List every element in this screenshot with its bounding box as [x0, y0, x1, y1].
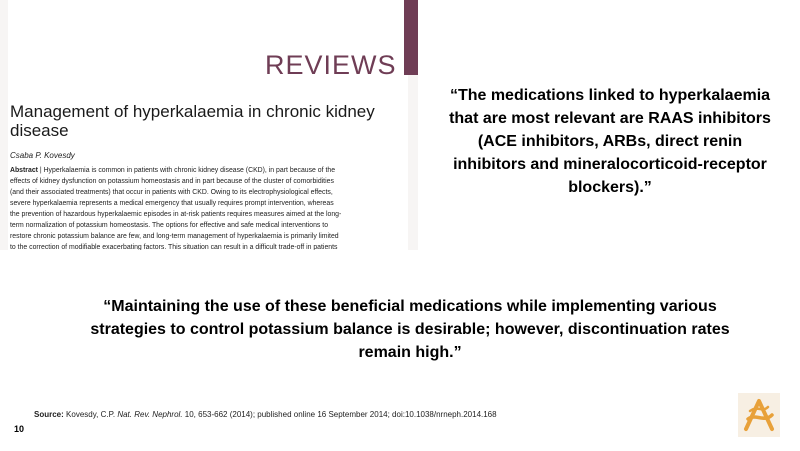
logo-graphic [738, 393, 780, 437]
article-author: Csaba P. Kovesdy [10, 151, 75, 160]
abstract-text: | Hyperkalaemia is common in patients with chronic kidney disease (CKD), in part because of the effects of kidney dysfunction on potassium homeostasis and in part because of the cluster of comorbidities (and their associated treatments) that occur in patients with CKD. Owing to its electrophysiological effects, severe hyperkalaemia represents a medical emergency that usually requires prompt intervention, whereas the prevention of hazardous hyperkalaemic episodes in at-risk patients requires measures aimed at the long- term normalization of potassium homeostasis. The options for effective and safe medical interventions to restore chronic potassium balance are few, and long-term management of hyperkalaemia is primarily limited to the correction of modifiable exacerbating factors. This situation can result in a difficult trade-off in patients [10, 167, 342, 250]
source-label: Source: [34, 410, 64, 419]
source-author: Kovesdy, C.P. [66, 410, 116, 419]
accent-bar [404, 0, 418, 75]
section-label: REVIEWS [265, 50, 397, 80]
article-title: Management of hyperkalaemia in chronic kidney disease [10, 102, 375, 140]
article-abstract [10, 165, 380, 250]
quote-discontinuation: “Maintaining the use of these beneficial medications while implementing various strategies to control potassium balance is desirable; however, discontinuation rates remain high.” [90, 298, 730, 361]
source-details: 10, 653-662 (2014); published online 16 September 2014; doi:10.1038/nrneph.2014.168 [184, 410, 497, 419]
source-journal: Nat. Rev. Nephrol. [117, 410, 183, 419]
article-clipping [0, 0, 418, 250]
company-logo-icon [738, 393, 780, 437]
page-number: 10 [14, 424, 25, 434]
source-citation [34, 410, 497, 419]
quote-medications: “The medications linked to hyperkalaemia that are most relevant are RAAS inhibitors (ACE inhibitors, ARBs, direct renin inhibitors and mineralocorticoid-receptor blockers).” [449, 87, 771, 196]
abstract-label: Abstract [10, 167, 38, 174]
